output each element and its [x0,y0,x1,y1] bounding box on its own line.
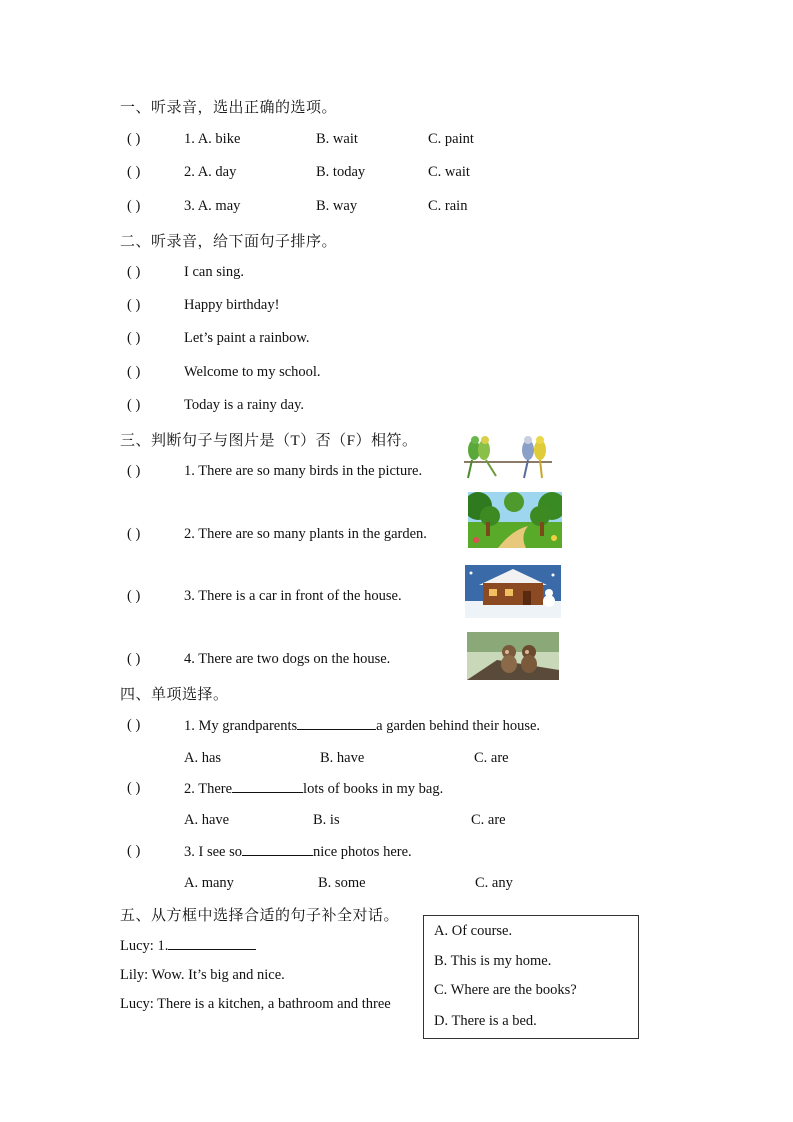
statement-item: 3. There is a car in front of the house. [184,588,402,604]
section-3-title: 三、判断句子与图片是（T）否（F）相符。 [120,433,418,449]
dialogue-line-2: Lily: Wow. It’s big and nice. [120,967,285,983]
question-text: 3. I see so [184,844,242,860]
choice-option: A. has [184,750,222,766]
choice-option: B. have [320,750,365,766]
question-text: 2. There [184,781,233,797]
choice-option: C. are [474,750,509,766]
answer-paren[interactable]: ( ) [127,264,141,280]
question-1-option-c: C. paint [428,131,474,147]
dialogue-line-1 [120,937,256,955]
question-2-option-b: B. today [316,164,366,180]
sentence-item: Today is a rainy day. [184,397,305,413]
dialogue-text: Lucy: 1. [120,938,169,954]
monkeys-picture [467,632,559,680]
question-3-option-b: B. way [316,198,358,214]
answer-paren[interactable]: ( ) [127,131,141,147]
dialogue-line-3: Lucy: There is a kitchen, a bathroom and three [120,996,391,1012]
parrots-picture [462,432,554,480]
section-1-title: 一、听录音，选出正确的选项。 [120,100,338,116]
question-text: lots of books in my bag. [303,781,444,797]
statement-item: 4. There are two dogs on the house. [184,651,391,667]
answer-paren[interactable]: ( ) [127,164,141,180]
choice-option: B. is [313,812,340,828]
choice-question-2 [184,780,443,798]
choice-option: A. many [184,875,234,891]
question-2-option-c: C. wait [428,164,470,180]
question-3-option-c: C. rain [428,198,468,214]
question-1-option-a: 1. A. bike [184,131,241,147]
question-1-option-b: B. wait [316,131,358,147]
option-item: B. This is my home. [434,953,552,969]
answer-paren[interactable]: ( ) [127,843,141,859]
question-3-option-a: 3. A. may [184,198,241,214]
statement-item: 2. There are so many plants in the garden. [184,526,427,542]
question-2-option-a: 2. A. day [184,164,237,180]
choice-option: A. have [184,812,230,828]
answer-paren[interactable]: ( ) [127,463,141,479]
question-text: a garden behind their house. [376,718,541,734]
garden-picture [468,492,562,548]
options-box [423,915,639,1039]
fill-in-blank[interactable] [297,717,376,730]
choice-option: C. any [475,875,513,891]
question-text: 1. My grandparents [184,718,298,734]
sentence-item: Happy birthday! [184,297,280,313]
answer-paren[interactable]: ( ) [127,651,141,667]
section-5-title: 五、从方框中选择合适的句子补全对话。 [120,908,400,924]
option-item: D. There is a bed. [434,1013,537,1029]
answer-paren[interactable]: ( ) [127,364,141,380]
answer-paren[interactable]: ( ) [127,717,141,733]
question-text: nice photos here. [313,844,412,860]
answer-paren[interactable]: ( ) [127,297,141,313]
statement-item: 1. There are so many birds in the picture. [184,463,423,479]
snow-house-picture [465,565,561,618]
choice-option: C. are [471,812,506,828]
answer-paren[interactable]: ( ) [127,198,141,214]
sentence-item: I can sing. [184,264,244,280]
sentence-item: Let’s paint a rainbow. [184,330,310,346]
choice-question-1 [184,717,540,735]
option-item: A. Of course. [434,923,513,939]
choice-option: B. some [318,875,366,891]
sentence-item: Welcome to my school. [184,364,321,380]
option-item: C. Where are the books? [434,982,577,998]
answer-paren[interactable]: ( ) [127,397,141,413]
answer-paren[interactable]: ( ) [127,526,141,542]
choice-question-3 [184,843,412,861]
answer-paren[interactable]: ( ) [127,780,141,796]
fill-in-blank[interactable] [168,937,256,950]
answer-paren[interactable]: ( ) [127,330,141,346]
fill-in-blank[interactable] [232,780,303,793]
fill-in-blank[interactable] [242,843,313,856]
section-2-title: 二、听录音，给下面句子排序。 [120,234,338,250]
answer-paren[interactable]: ( ) [127,588,141,604]
section-4-title: 四、单项选择。 [120,687,229,703]
